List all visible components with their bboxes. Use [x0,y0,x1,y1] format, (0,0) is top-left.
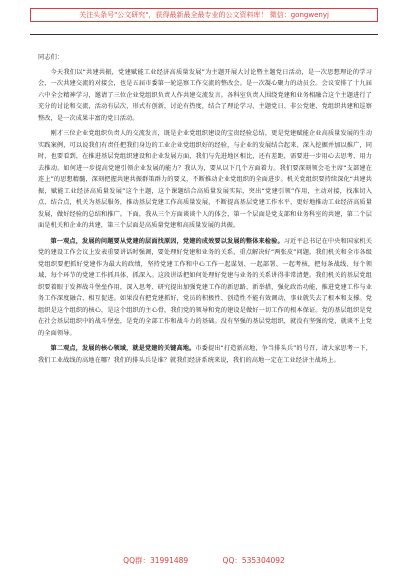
greeting: 同志们： [38,54,64,61]
paragraph-1: 今天我们以“共建共振，党建赋能工业经济高质量发展”为主题开展大讨论暨主题党日活动，是一次思想理论的学习会，一次共建交流的对接会，也是五届市委第一轮巡察工作交流的整改会。是一次凝心聚力的动员会。会议安排了十九届六中全会精神学习，邀请了三位企业党组织负责人作共建交流发言。各科室负责人围绕党建和业务相融合这个主题进行了充分的讨论和交流，活动有层次，形式有创新，讨论有热度，结合了理论学习、主题党日、非公党建、党组织共建和巡察整改，是一次成果丰富的党日活动。 [38,68,372,122]
paragraph-3-heading: 第一观点，发展的问题要从党建的层面找原因，党建的成效要以发展的整体来检验。 [50,237,284,245]
header-banner: 关注头条号"公文研究"，获得最新最全最专业的公文资料库！ 微信：gongwenyj [30,8,378,22]
header-rule [30,34,378,35]
paragraph-4 [38,343,372,366]
paragraph-4-heading: 第二观点，发展的核心领域，就是党建的关键高地。 [50,345,196,352]
paragraph-3 [38,236,372,340]
paragraph-2: 刚才三位企业党组织负责人的交流发言，既是企业党组织建设的宝贵经验总结，更是党建赋能企业高质量发展的生动实践案例，可以说我们有责任把我们身边的工业企业党组织好的经验，与企业的发展结合起来、深入挖掘并加以推广，同时，也要看到，在推进基层党组织建设和企业发展方面，我们与先进地区相比，还有差距，需要进一步用心去思考、用力去推动。如何进一步提高党建引领企业发展的能力？我认为，要从以下几个方面着力。我们要深刻领会毛主席“支部建在连上”的思想精髓，深刻把握共建共振群策群力的要义，不断推动企业党组织的全面进步。机关党组织要持续深化“共建共振，赋能工业经济高质量发展”这个主题，这个课题结合高质量发展实际，突出“党建引领”作用，主动对接，找准切入点、结合点，机关为基层服务，推动基层党建工作高质量发展，不断提高基层党建工作水平，更好地推动工业经济高质量发展，做好经验的总结和推广。下面，我从三个方面谈谈个人的体会，第一个层面是党支部和业务科室的共建，第二个层面是机关和企业的共建，第三个层面是高质量党建和高质量发展的共振。 [38,130,372,229]
footer-qq-group: QQ群：31991489 [123,556,189,565]
paragraph-4-body: 市委提出“打造新高地，争当排头兵”的号召，请大家思考一下，我们工业战线的高地在哪？我们的排头兵是谁？就我们经济系统来说，我们的高地一定在工业经济主战场上。 [38,345,372,364]
document-body [38,52,372,370]
footer-qq: QQ：535304092 [222,556,285,565]
footer-contacts [30,554,378,568]
paragraph-3-body: 习近平总书记在中央和国家机关党的建设工作会议上发表重要讲话时强调，要处理好党建和业务的关系，重点解决好“两张皮”问题。我们机关和全市各级党组织要把抓好党建作为最大的政绩，坚持党建工作和中心工作一起谋划、一起部署、一起考核，把每条战线、每个领域、每个环节的党建工作抓具体、抓深入。这段讲话把如何处理好党建与业务的关系讲得非常清楚。我们机关的基层党组织要着眼于发挥战斗堡垒作用，深入思考、研究提出加强党建工作的新思路、新举措，强化政治功能，推进党建工作与业务工作深度融合、相互促进。如果没有把党建抓好，党员的积极性、创造性不能有效调动，事业就失去了根本和支撑。党组织是这个组织的核心，是这个组织的主心骨，我们党的领导和党的建设是做好一切工作的根本保证。党的基层组织是党在社会基层组织中的战斗堡垒，是党的全部工作和战斗力的基础。没有坚强的基层党组织，就没有坚强的党，就谈不上党的全面领导。 [38,237,372,337]
